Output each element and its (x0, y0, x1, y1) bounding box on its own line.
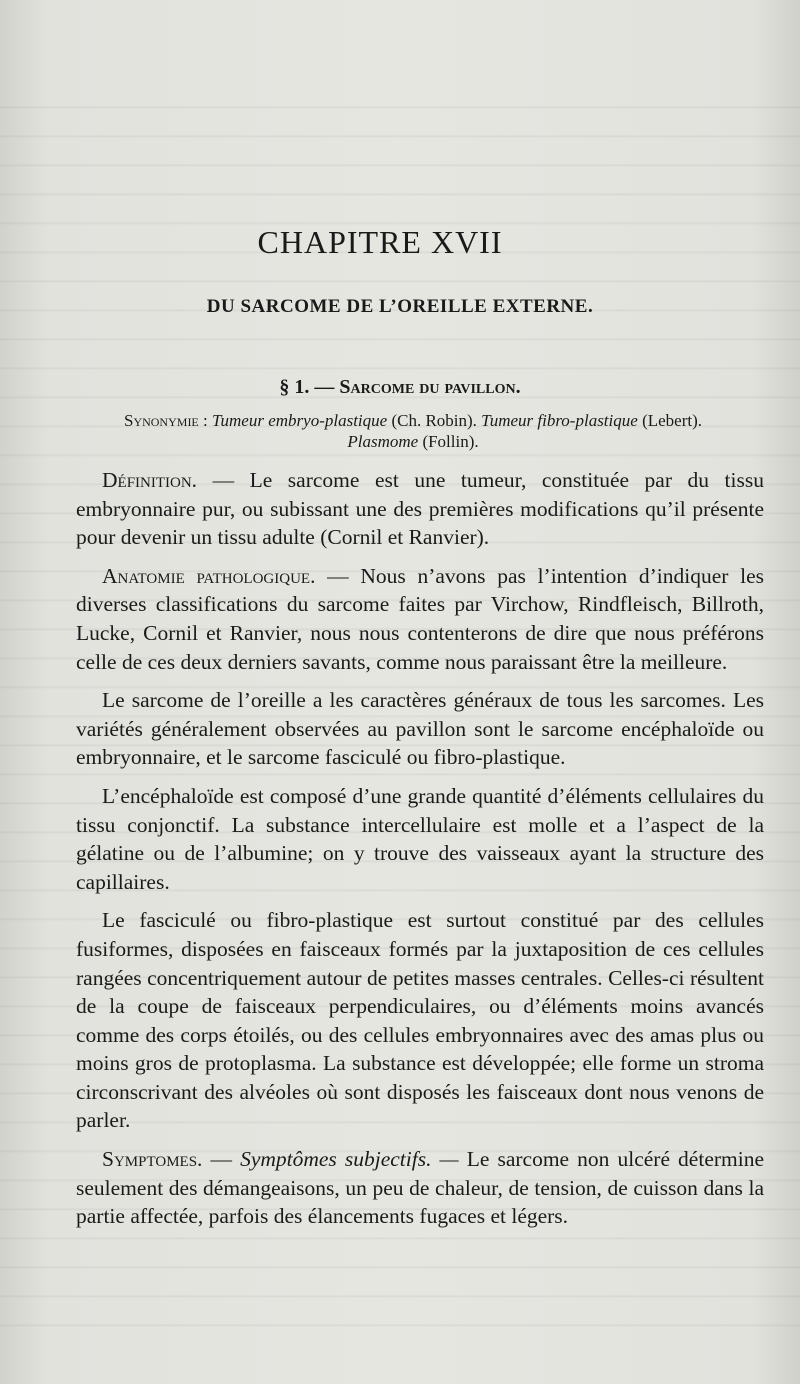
paragraph: L’encéphaloïde est composé d’une grande quantité d’éléments cellulaires du tissu conjonctif. La substance intercellulaire est molle et a l’aspect de la gélatine ou de l’albumine; on y trouve des vaisseaux ayant la structure des capillaires. (76, 783, 764, 894)
paragraph: Le sarcome de l’oreille a les caractères généraux de tous les sarcomes. Les variétés généralement observées au pavillon sont le sarcome encéphaloïde ou embryonnaire, et le sarcome fasciculé ou fibro-plastique. (76, 688, 764, 770)
run-in-heading: Anatomie pathologique. — (102, 563, 349, 588)
paragraph-definition (76, 466, 764, 552)
chapter-title: CHAPITRE XVII (257, 224, 503, 260)
synonym-term: Tumeur fibro-plastique (481, 411, 638, 430)
run-in-heading: Définition. — (102, 468, 235, 492)
section-title: Sarcome du pavillon. (339, 376, 521, 398)
synonymie-label: Synonymie : (123, 411, 208, 430)
paragraph-symptomes (76, 1145, 764, 1231)
run-in-heading: Symptomes. — (102, 1147, 232, 1172)
section-number: § 1. — (279, 376, 335, 398)
section-heading (0, 376, 800, 399)
synonym-author: (Follin). (422, 432, 479, 451)
paragraph-text: Le sarcome est une tumeur, constituée par du tissu embryonnaire pur, ou subissant une des premières modifications qu’il présente pour devenir un tissu adulte (Cornil et Ranvier). (76, 468, 764, 550)
body-text (76, 466, 764, 1241)
run-in-subheading: Symptômes subjectifs. — (240, 1147, 459, 1172)
paragraph-text: Nous n’avons pas l’intention d’indiquer les diverses classifications du sarcome faites par Virchow, Rindfleisch, Billroth, Lucke, Cornil et Ranvier, nous nous contenterons de dire que nous préférons celle de ces deux derniers savants, comme nous paraissant être la meilleure. (76, 563, 764, 674)
paragraph: Le fasciculé ou fibro-plastique est surtout constitué par des cellules fusiformes, disposées en faisceaux formés par la juxtaposition de ces cellules rangées concentriquement autour de petites masses centrales. Celles-ci résultent de la coupe de faisceaux perpendiculaires, ou d’éléments moins avancés comme des corps étoilés, ou des cellules embryonnaires avec des amas plus ou moins gros de protoplasma. La substance est développée; elle forme un stroma circonscrivant des alvéoles où sont disposés les faisceaux dont nous venons de parler. (76, 908, 764, 1133)
synonym-author: (Lebert). (642, 411, 702, 430)
paragraph-anatomie (76, 562, 764, 676)
synonymie-line (68, 410, 758, 452)
synonym-term: Tumeur embryo-plastique (212, 411, 388, 430)
synonym-term: Plasmome (347, 432, 419, 451)
chapter-subtitle: DU SARCOME DE L’OREILLE EXTERNE. (206, 296, 594, 317)
paragraph-text: Le sarcome non ulcéré détermine seulement des démangeaisons, un peu de chaleur, de tension, de cuisson dans la partie affectée, parfois des élancements fugaces et légers. (76, 1147, 765, 1229)
synonym-author: (Ch. Robin). (391, 411, 477, 430)
